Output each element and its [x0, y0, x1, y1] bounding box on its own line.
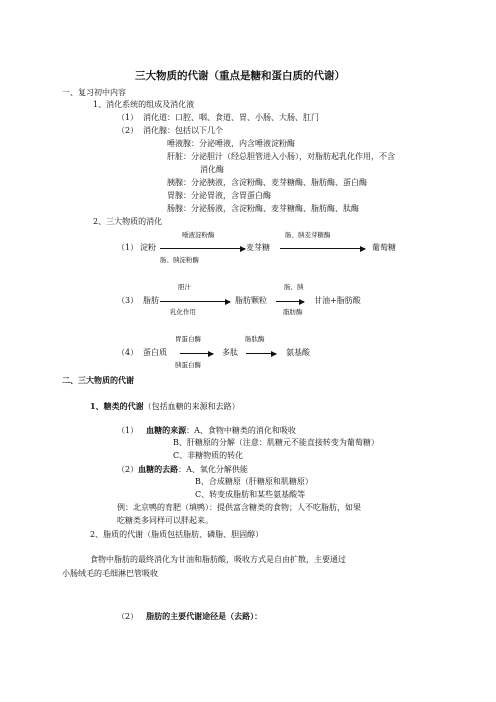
gland-item: 肠腺：分泌肠液，含淀粉酶、麦芽糖酶、脂肪酶、肽酶	[167, 204, 359, 213]
glucose-label: 葡萄糖	[372, 243, 396, 252]
source-item-b: B、肝糖原的分解（注意：肌糖元不能直接转变为葡萄糖）	[173, 438, 379, 447]
fat-arrow	[160, 301, 230, 302]
maltose-label: 麦芽糖	[246, 243, 270, 252]
polypeptide-arrow	[246, 353, 276, 354]
destination-item-b: B、合成糖原（肝糖原和肌糖原）	[195, 477, 313, 486]
fat-enzyme-below: 脂肪酶	[283, 308, 303, 316]
blood-sugar-destination	[117, 465, 248, 474]
starch-enzyme-above-1: 唾液淀粉酶	[182, 231, 215, 239]
blood-sugar-source	[117, 426, 296, 435]
fat-label: 脂肪	[143, 296, 159, 305]
starch-arrow	[160, 248, 245, 249]
fat-process-below: 乳化作用	[170, 308, 196, 316]
destination-label: 血糖的去路	[138, 464, 179, 474]
gland-item: 肝脏：分泌胆汁（经总胆管进入小肠），对脂肪起乳化作用，不含	[167, 152, 395, 161]
source-item-a: ：A、食物中糖类的消化和吸收	[186, 426, 296, 435]
lipid-paragraph-line-2: 小肠绒毛的毛细淋巴管吸收	[62, 569, 158, 578]
gland-item: 消化酶	[200, 165, 224, 174]
example-line-2: 吃糖类多同样可以胖起来。	[117, 516, 213, 525]
item2-text: 消化腺：包括以下几个	[143, 126, 223, 135]
section1-sub1: 1、消化系统的组成及消化液	[93, 100, 195, 109]
gland-item: 胰腺：分泌胰液，含淀粉酶、麦芽糖酶、脂肪酶、蛋白酶	[167, 178, 367, 187]
item1-text: 消化道：口腔、咽、食道、胃、小肠、大肠、肛门	[143, 113, 319, 122]
lipid-metabolism-heading: 2、脂质的代谢（脂质包括脂肪、磷脂、胆固醇）	[90, 530, 264, 539]
fat-enzyme-above-1: 胆汁	[178, 283, 191, 291]
destination-number: （2）	[117, 465, 139, 474]
page-title: 三大物质的代谢（重点是糖和蛋白质的代谢）	[135, 70, 345, 82]
fat-droplet-arrow	[276, 301, 304, 302]
protein-enzyme-above-2: 肠肽酶	[245, 335, 265, 343]
carb-metabolism-title: 1、糖类的代谢	[90, 401, 144, 411]
protein-arrow	[180, 353, 213, 354]
fat-pathway-heading	[117, 612, 262, 621]
item2-number: （2）	[117, 126, 139, 135]
gland-item: 唾液腺：分泌唾液，内含唾液淀粉酶	[167, 139, 295, 148]
fat-enzyme-above-2: 肠、胰	[284, 283, 304, 291]
source-label: 血糖的来源	[146, 425, 187, 435]
section1-heading: 一、复习初中内容	[62, 88, 126, 97]
fat-pathway-label: 脂肪的主要代谢途径是（去路）：	[146, 611, 263, 621]
protein-enzyme-below: 胰蛋白酶	[175, 361, 201, 369]
section2-heading: 二、三大物质的代谢	[62, 375, 134, 385]
maltose-arrow	[280, 248, 365, 249]
lipid-paragraph-line-1: 食物中脂肪的最终消化为甘油和脂肪酸，吸收方式是自由扩散，主要通过	[90, 555, 346, 564]
gland-item: 胃腺：分泌胃液，含胃蛋白酶	[167, 191, 271, 200]
starch-enzyme-above-2: 肠、胰麦芽糖酶	[285, 231, 331, 239]
starch-label: 淀粉	[140, 243, 156, 252]
source-number: （1）	[117, 426, 139, 435]
fat-number: （3）	[117, 296, 139, 305]
fat-droplet-label: 脂肪颗粒	[235, 296, 267, 305]
protein-label: 蛋白质	[143, 348, 167, 357]
destination-item-c: C、转变成脂肪和某些氨基酸等	[195, 490, 306, 499]
destination-item-a: ：A、氧化分解供能	[178, 465, 248, 474]
fat-pathway-number: （2）	[117, 612, 139, 621]
polypeptide-label: 多肽	[222, 348, 238, 357]
starch-number: （1）	[117, 243, 139, 252]
glycerol-fatty-acid-label: 甘油+脂肪酸	[314, 296, 361, 305]
carb-metabolism-heading	[90, 402, 240, 411]
amino-acid-label: 氨基酸	[286, 348, 310, 357]
source-item-c: C、非糖物质的转化	[173, 451, 244, 460]
protein-number: （4）	[117, 348, 139, 357]
starch-enzyme-below: 肠、胰淀粉酶	[160, 256, 199, 264]
example-line-1: 例：北京鸭的育肥（填鸭）：提供富含糖类的食物；人不吃脂肪，如果	[117, 503, 361, 512]
section1-sub2: 2、三大物质的消化	[93, 217, 163, 226]
carb-metabolism-note: （包括血糖的来源和去路）	[143, 402, 240, 411]
item1-number: （1）	[117, 113, 139, 122]
protein-enzyme-above-1: 胃蛋白酶	[175, 335, 201, 343]
